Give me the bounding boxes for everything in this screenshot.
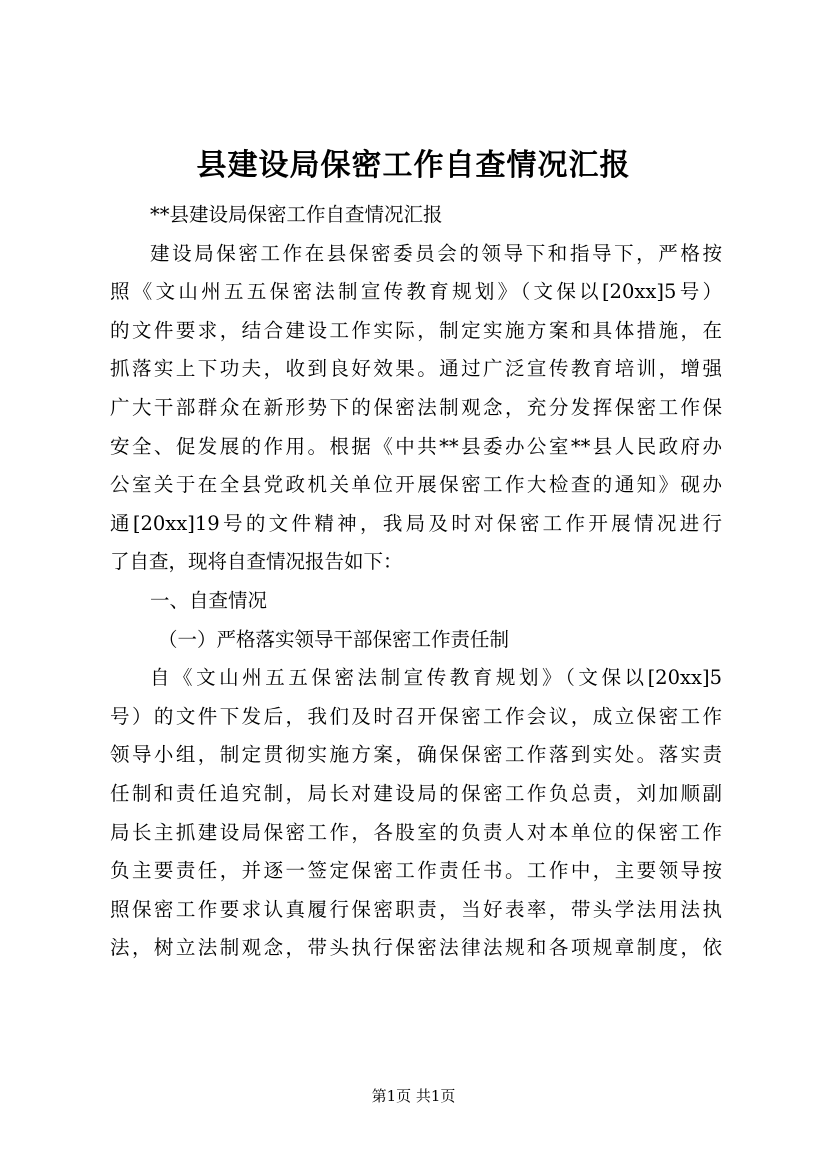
paragraph-line: 负主要责任，并逐一签定保密工作责任书。工作中，主要领导按 xyxy=(110,859,722,883)
paragraph-line: 了自查，现将自查情况报告如下： xyxy=(110,550,403,574)
paragraph-line: 建设局保密工作在县保密委员会的领导下和指导下，严格按 xyxy=(150,241,722,265)
paragraph-line: 广大干部群众在新形势下的保密法制观念，充分发挥保密工作保 xyxy=(110,395,722,419)
paragraph-line: 自《文山州五五保密法制宣传教育规划》（文保以[20xx]5 xyxy=(150,666,722,690)
subtitle-line: **县建设局保密工作自查情况汇报 xyxy=(150,203,443,226)
paragraph-line: 安全、促发展的作用。根据《中共**县委办公室**县人民政府办 xyxy=(110,434,722,458)
paragraph-line: 号）的文件下发后，我们及时召开保密工作会议，成立保密工作 xyxy=(110,704,722,728)
paragraph-line: 照《文山州五五保密法制宣传教育规划》（文保以[20xx]5号） xyxy=(110,280,722,304)
page-footer: 第1页 共1页 xyxy=(371,1087,456,1105)
section-heading: 一、自查情况 xyxy=(150,588,268,612)
paragraph-line: 照保密工作要求认真履行保密职责，当好表率，带头学法用法执 xyxy=(110,897,722,921)
paragraph-line: 通[20xx]19号的文件精神，我局及时对保密工作开展情况进行 xyxy=(110,511,722,535)
document-title: 县建设局保密工作自查情况汇报 xyxy=(196,148,631,183)
paragraph-line: 局长主抓建设局保密工作，各股室的负责人对本单位的保密工作 xyxy=(110,820,722,844)
paragraph-line: 法，树立法制观念，带头执行保密法律法规和各项规章制度，依 xyxy=(110,936,722,960)
paragraph-line: 领导小组，制定贯彻实施方案，确保保密工作落到实处。落实责 xyxy=(110,743,722,767)
subsection-heading: （一）严格落实领导干部保密工作责任制 xyxy=(158,627,510,651)
paragraph-line: 的文件要求，结合建设工作实际，制定实施方案和具体措施，在 xyxy=(110,318,722,342)
paragraph-line: 公室关于在全县党政机关单位开展保密工作大检查的通知》砚办 xyxy=(110,473,722,497)
paragraph-line: 抓落实上下功夫，收到良好效果。通过广泛宣传教育培训，增强 xyxy=(110,357,722,381)
document-body xyxy=(110,196,722,968)
paragraph-line: 任制和责任追究制，局长对建设局的保密工作负总责，刘加顺副 xyxy=(110,781,722,805)
